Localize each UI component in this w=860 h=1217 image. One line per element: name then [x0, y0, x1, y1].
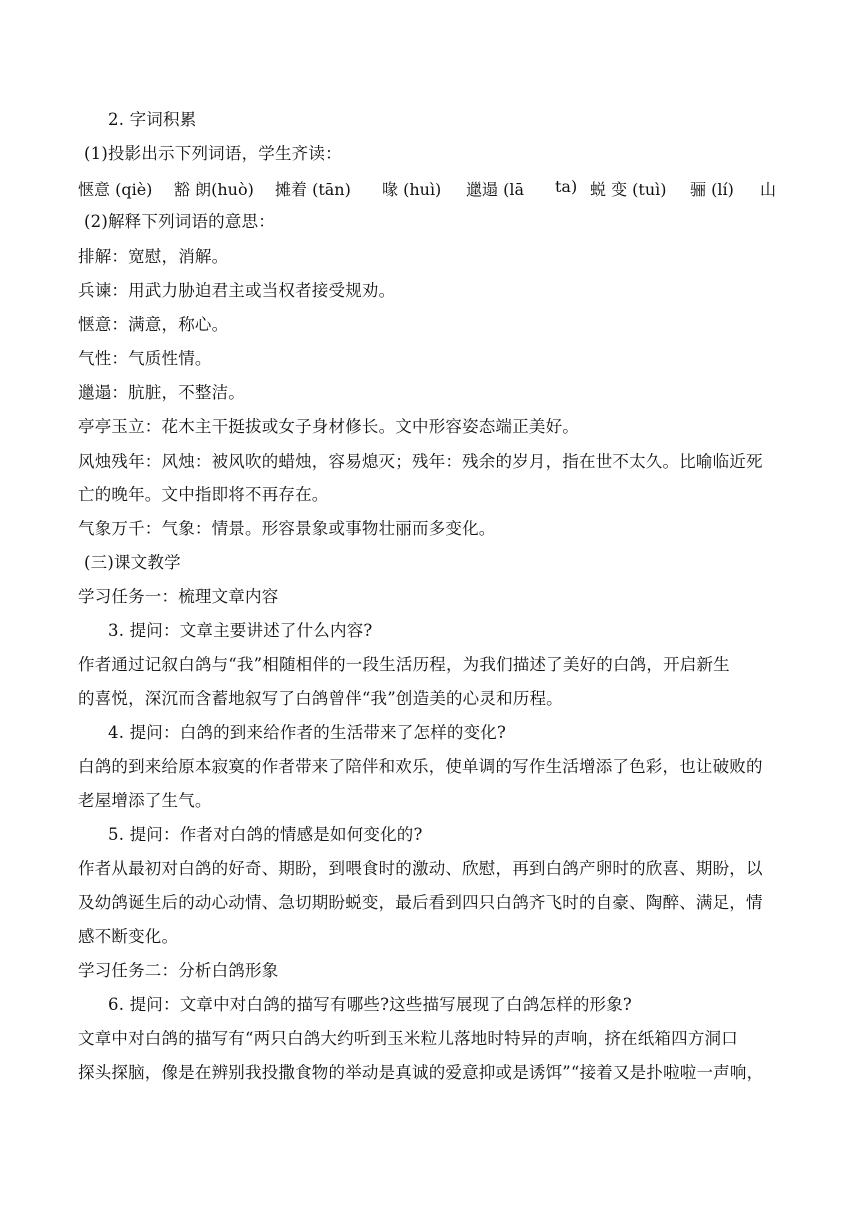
answer-line: 及幼鸽诞生后的动心动情、急切期盼蜕变，最后看到四只白鸽齐飞时的自豪、陶醉、满足，情 — [78, 893, 763, 912]
answer-line: 探头探脑，像是在辨别我投撒食物的举动是真诚的爱意抑或是诱饵”“接着又是扑啦啦一声响， — [78, 1063, 764, 1082]
definition-line: 惬意：满意，称心。 — [78, 315, 229, 334]
pinyin-item: 豁 朗(huò) — [174, 180, 254, 199]
question-5: 5. 提问：作者对白鸽的情感是如何变化的? — [108, 825, 423, 844]
pinyin-item: 骊 (lí) — [690, 180, 734, 199]
question-6: 6. 提问：文章中对白鸽的描写有哪些?这些描写展现了白鸽怎样的形象? — [108, 995, 632, 1014]
definition-line: 亭亭玉立：花木主干挺拔或女子身材修长。文中形容姿态端正美好。 — [78, 417, 579, 436]
pinyin-item: ta) — [555, 177, 578, 196]
definition-line: 排解：宽慰，消解。 — [78, 247, 229, 266]
answer-line: 老屋增添了生气。 — [78, 791, 212, 810]
pinyin-word-row — [0, 177, 860, 199]
pinyin-item: 山 — [760, 180, 777, 199]
vocab-heading: 2. 字词积累 — [108, 110, 197, 129]
definition-line: 邋遢：肮脏，不整洁。 — [78, 383, 245, 402]
step-1-instruction: (1)投影出示下列词语，学生齐读： — [84, 144, 342, 163]
question-3: 3. 提问：文章主要讲述了什么内容? — [108, 621, 373, 640]
step-2-instruction: (2)解释下列词语的意思： — [84, 212, 275, 231]
question-4: 4. 提问：白鸽的到来给作者的生活带来了怎样的变化? — [108, 723, 507, 742]
pinyin-item: 惬意 (qiè) — [78, 180, 153, 199]
section-heading: (三)课文教学 — [84, 553, 181, 572]
task-heading: 学习任务一：梳理文章内容 — [78, 587, 279, 606]
answer-line: 作者从最初对白鸽的好奇、期盼，到喂食时的激动、欣慰，再到白鸽产卵时的欣喜、期盼，以 — [78, 859, 763, 878]
definition-line: 气性：气质性情。 — [78, 349, 212, 368]
answer-line: 感不断变化。 — [78, 927, 179, 946]
definition-line: 气象万千：气象：情景。形容景象或事物壮丽而多变化。 — [78, 519, 496, 538]
answer-line: 文章中对白鸽的描写有“两只白鸽大约听到玉米粒儿落地时特异的声响，挤在纸箱四方洞口 — [78, 1029, 738, 1048]
answer-line: 白鸽的到来给原本寂寞的作者带来了陪伴和欢乐，使单调的写作生活增添了色彩，也让破败的 — [78, 757, 763, 776]
answer-line: 作者通过记叙白鸽与“我”相随相伴的一段生活历程，为我们描述了美好的白鸽，开启新生 — [78, 655, 730, 674]
pinyin-item: 摊着 (tān) — [275, 180, 351, 199]
definition-line: 兵谏：用武力胁迫君主或当权者接受规劝。 — [78, 281, 396, 300]
definition-line: 风烛残年：风烛：被风吹的蜡烛，容易熄灭；残年：残余的岁月，指在世不太久。比喻临近死 — [78, 452, 763, 471]
definition-line: 亡的晚年。文中指即将不再存在。 — [78, 485, 329, 504]
pinyin-item: 喙 (huì) — [382, 180, 442, 199]
pinyin-item: 邋遢 (lā — [466, 180, 524, 199]
pinyin-item: 蜕 变 (tuì) — [590, 180, 667, 199]
answer-line: 的喜悦，深沉而含蓄地叙写了白鸽曾伴“我”创造美的心灵和历程。 — [78, 689, 563, 708]
task-heading: 学习任务二：分析白鸽形象 — [78, 961, 279, 980]
